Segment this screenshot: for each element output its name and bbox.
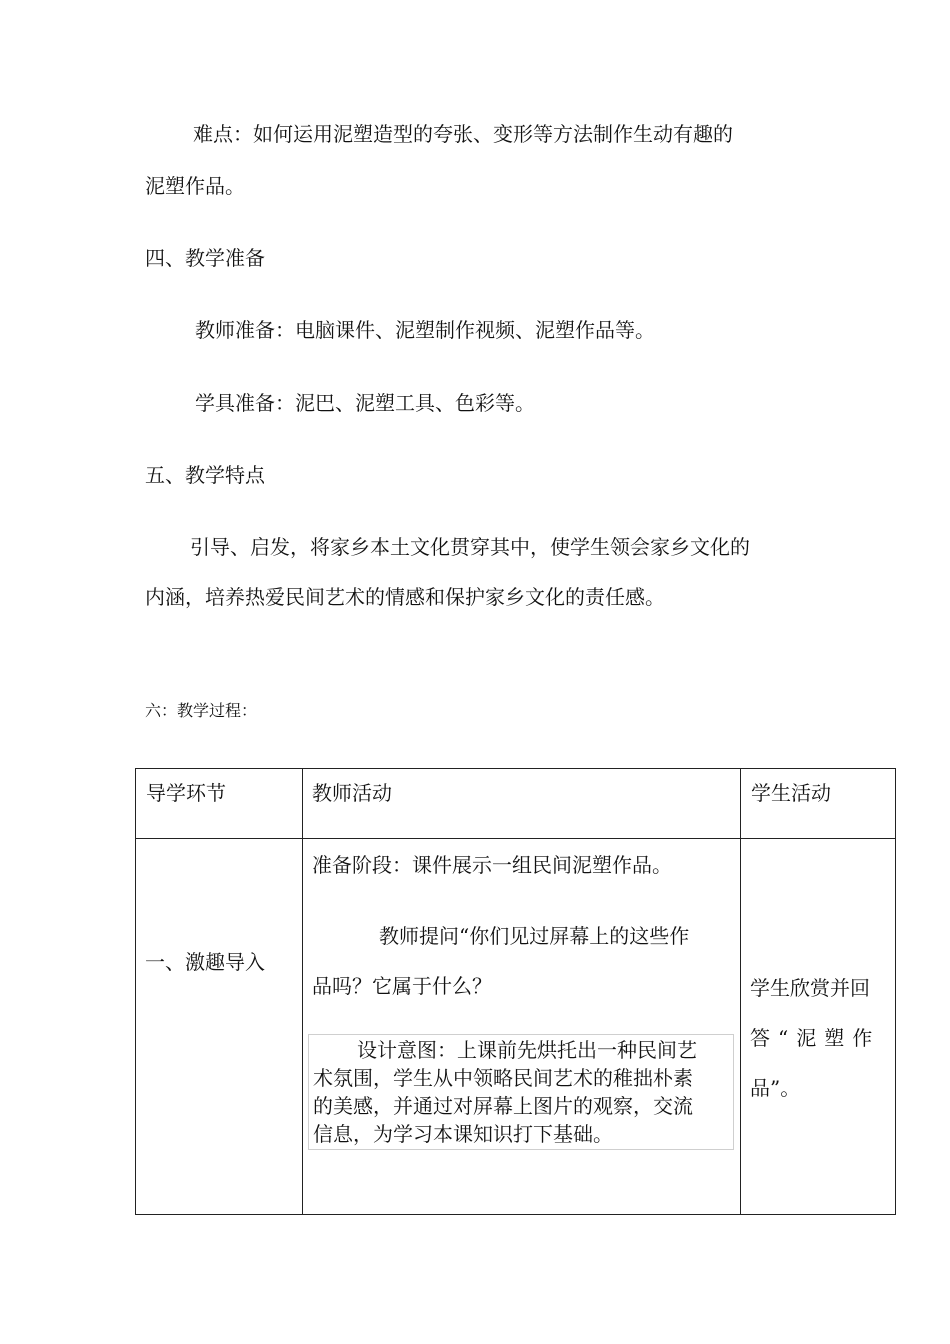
header-student-label: 学生活动: [751, 781, 831, 805]
section-5-heading: 五、教学特点: [145, 463, 265, 487]
design-intent-line-1: 设计意图：上课前先烘托出一种民间艺: [357, 1038, 697, 1062]
teacher-prep: 教师准备：电脑课件、泥塑制作视频、泥塑作品等。: [195, 318, 655, 342]
student-activity-cell: [741, 839, 896, 1215]
student-activity-line-2: 答“泥塑作: [750, 1026, 881, 1050]
design-intent-line-2: 术氛围，学生从中领略民间艺术的稚拙朴素: [313, 1066, 693, 1090]
student-activity-line-3: 品”。: [750, 1076, 801, 1100]
teacher-question-line-1: 教师提问“你们见过屏幕上的这些作: [379, 924, 690, 948]
section-6-heading: 六：教学过程：: [145, 701, 258, 720]
teacher-prep-phase: 准备阶段：课件展示一组民间泥塑作品。: [312, 853, 672, 877]
student-prep: 学具准备：泥巴、泥塑工具、色彩等。: [195, 391, 535, 415]
header-teacher: [303, 769, 741, 839]
header-student: [741, 769, 896, 839]
stage-label: 一、激趣导入: [145, 950, 265, 974]
design-intent-line-4: 信息，为学习本课知识打下基础。: [313, 1122, 613, 1146]
design-intent-line-3: 的美感，并通过对屏幕上图片的观察，交流: [313, 1094, 693, 1118]
features-line-1: 引导、启发，将家乡本土文化贯穿其中，使学生领会家乡文化的: [190, 535, 750, 559]
header-stage-label: 导学环节: [146, 781, 226, 805]
teaching-process-table: [135, 768, 896, 1215]
stage-cell: [136, 839, 303, 1215]
difficulty-line-2: 泥塑作品。: [145, 174, 245, 198]
section-4-heading: 四、教学准备: [145, 246, 265, 270]
teacher-question-line-2: 品吗？它属于什么？: [312, 974, 492, 998]
student-activity-line-1: 学生欣赏并回: [750, 976, 870, 1000]
features-line-2: 内涵，培养热爱民间艺术的情感和保护家乡文化的责任感。: [145, 585, 665, 609]
table-header-row: [136, 769, 896, 839]
header-teacher-label: 教师活动: [312, 781, 392, 805]
design-intent-box: [308, 1034, 734, 1150]
header-stage: [136, 769, 303, 839]
difficulty-line-1: 难点：如何运用泥塑造型的夸张、变形等方法制作生动有趣的: [193, 122, 733, 146]
teacher-activity-cell: [303, 839, 741, 1215]
table-row: [136, 839, 896, 1215]
